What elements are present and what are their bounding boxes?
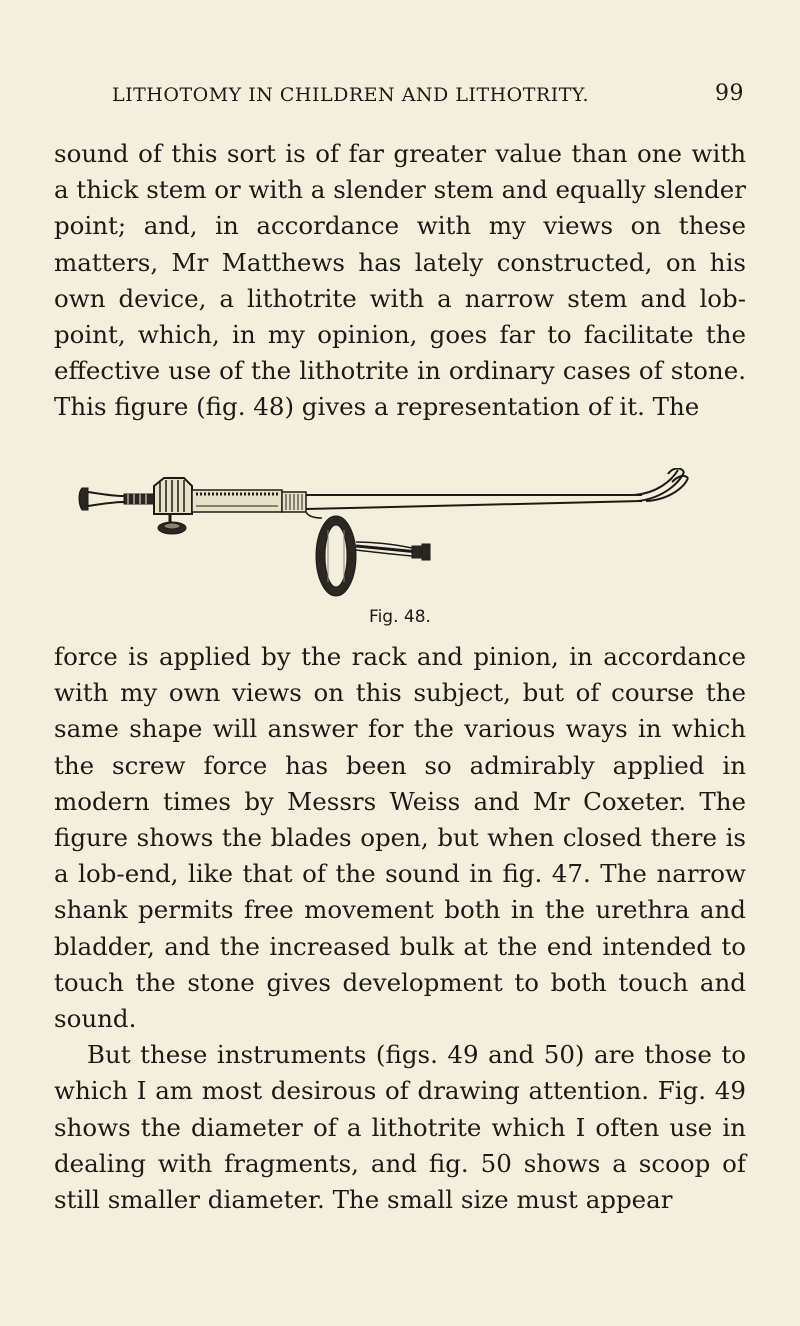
handle-end	[79, 488, 154, 510]
shaft	[306, 495, 642, 509]
running-head-title: LITHOTOMY IN CHILDREN AND LITHOTRITY.	[112, 84, 590, 106]
page-number: 99	[715, 81, 744, 106]
body-text-bottom	[54, 639, 746, 1218]
paragraph: sound of this sort is of far greater value than one with a thick stem or with a slender stem and equally slender point; and, in accordance with my views on these matters, Mr Matthews has lately constructed, on his own device, a lithotrite with a narrow stem and lob-point, which, in my opinion, goes far to facilitate the effective use of the lithotrite in ordinary cases of stone. This figure (fig. 48) gives a representation of it. The	[54, 139, 746, 422]
pinion-knob	[158, 514, 186, 534]
blade-tip	[632, 468, 688, 501]
lithotrite-illustration	[72, 468, 692, 598]
figure-48	[72, 468, 692, 598]
rack-body	[154, 478, 306, 514]
paragraph: force is applied by the rack and pinion, in accordance with my own views on this subject, but of course the same shape will answer for the various ways in which the screw force has been so admirably applied in modern times by Messrs Weiss and Mr Coxeter. The figure shows the blades open, but when closed there is a lob-end, like that of the sound in fig. 47. The narrow shank permits free movement both in the urethra and bladder, and the increased bulk at the end intended to touch the stone gives development to both touch and sound.	[54, 642, 746, 1034]
figure-caption: Fig. 48.	[369, 607, 431, 627]
body-text-top	[54, 136, 746, 426]
paragraph: But these instruments (figs. 49 and 50) are those to which I am most desirous of drawing attention. Fig. 49 shows the diameter of a lithotrite which I often use in dealing with fragments, and fig. 50 shows a scoop of still smaller diameter. The small size must appear	[54, 1040, 746, 1215]
ring-handle	[306, 512, 430, 596]
running-head	[112, 81, 744, 114]
